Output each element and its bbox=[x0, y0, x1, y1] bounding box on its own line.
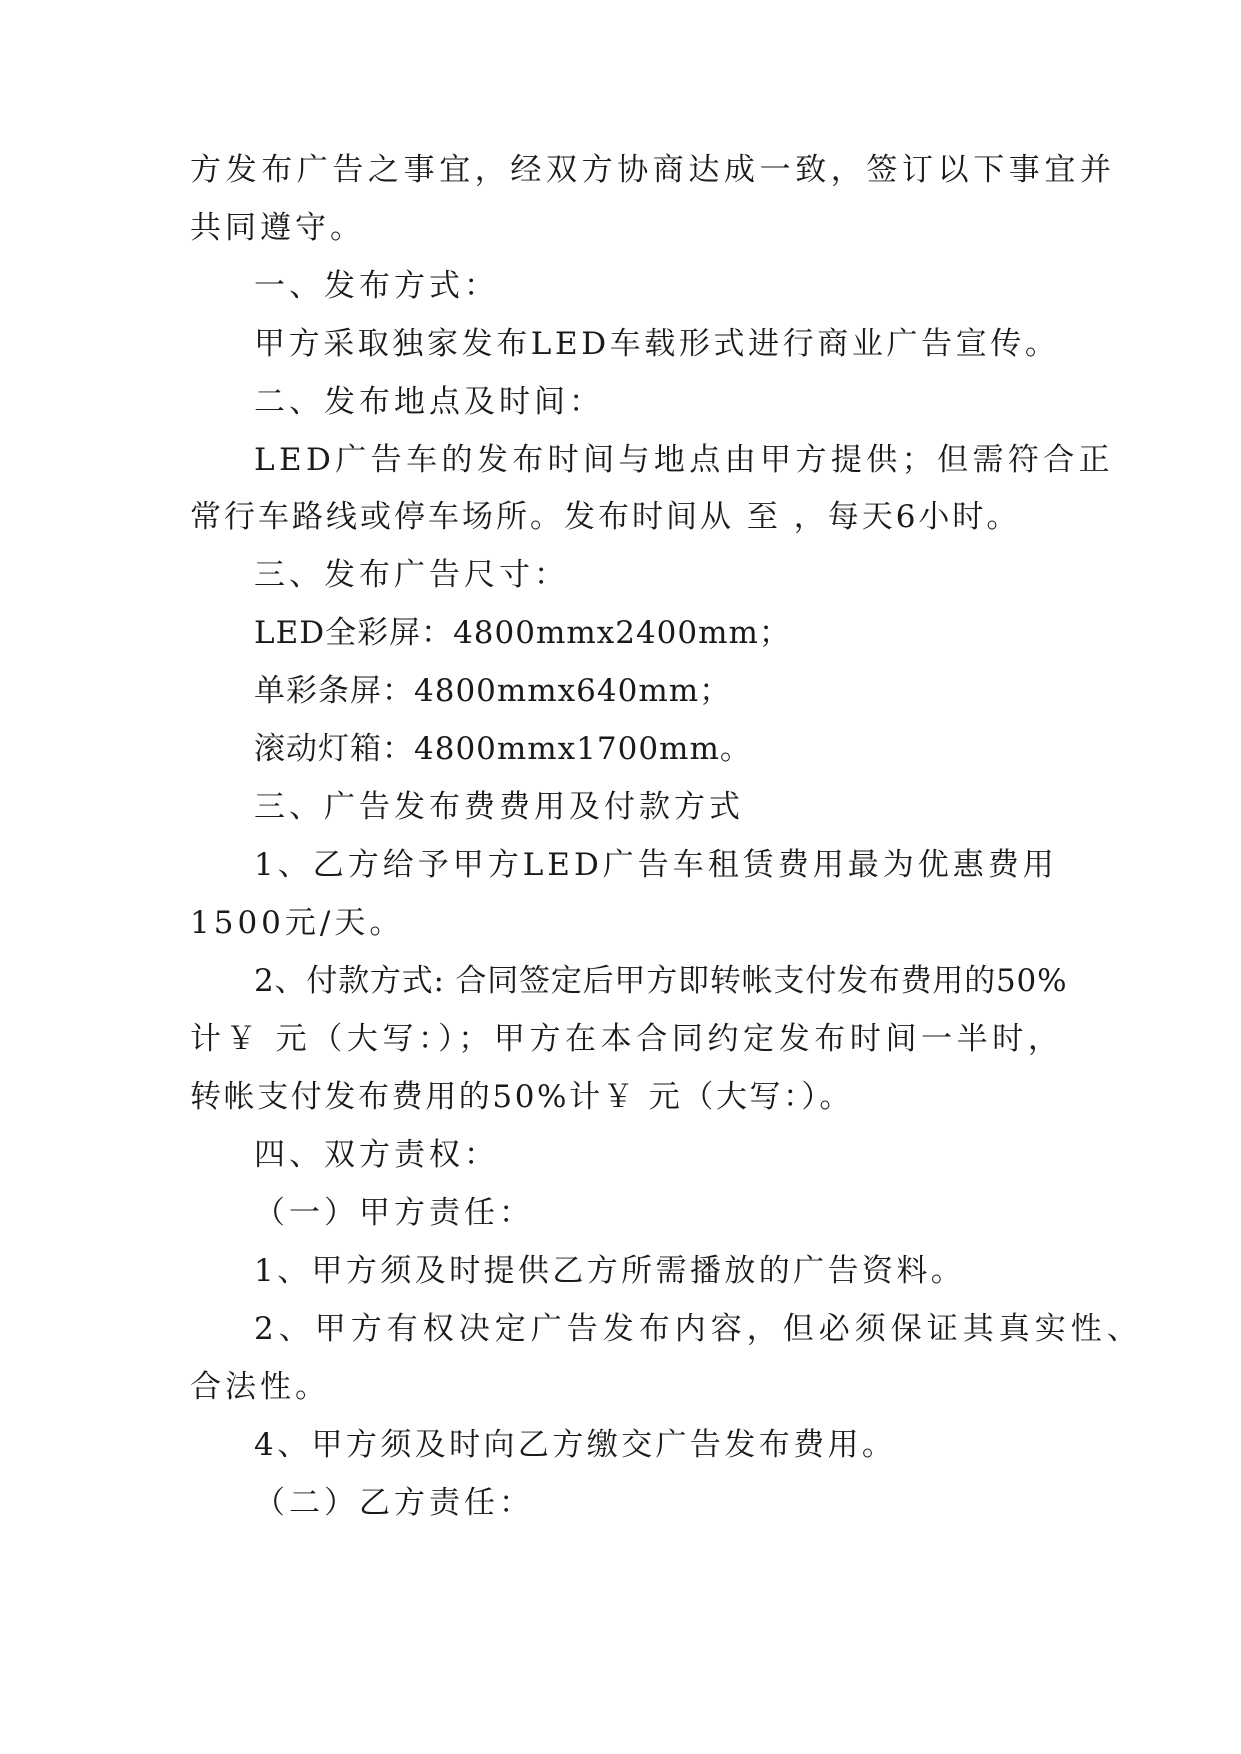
subsection-heading: （一）甲方责任： bbox=[254, 1195, 534, 1231]
body-line: 1、乙方给予甲方LED广告车租赁费用最为优惠费用 bbox=[254, 847, 1058, 883]
body-line: LED广告车的发布时间与地点由甲方提供；但需符合正 bbox=[254, 442, 1115, 478]
body-line: 1、甲方须及时提供乙方所需播放的广告资料。 bbox=[254, 1253, 966, 1289]
body-line: 单彩条屏：4800mmx640mm； bbox=[254, 673, 732, 709]
body-line: 滚动灯箱：4800mmx1700mm。 bbox=[254, 731, 752, 767]
body-line: 4、甲方须及时向乙方缴交广告发布费用。 bbox=[254, 1427, 897, 1463]
section-heading: 三、广告发布费费用及付款方式 bbox=[254, 789, 744, 825]
section-heading: 一、发布方式： bbox=[254, 268, 499, 304]
body-line: 2、甲方有权决定广告发布内容，但必须保证其真实性、 bbox=[254, 1311, 1143, 1347]
body-line: 2、付款方式: 合同签定后甲方即转帐支付发布费用的50% bbox=[254, 963, 1068, 999]
body-line: 共同遵守。 bbox=[190, 210, 365, 246]
body-line: 方发布广告之事宜，经双方协商达成一致，签订以下事宜并 bbox=[190, 152, 1116, 188]
body-line: 1500元/天。 bbox=[190, 905, 405, 941]
body-line: 转帐支付发布费用的50%计￥ 元（大写：）。 bbox=[190, 1079, 853, 1115]
body-line: 合法性。 bbox=[190, 1369, 330, 1405]
body-line: 常行车路线或停车场所。发布时间从 至 ，每天6小时。 bbox=[190, 499, 1021, 535]
section-heading: 四、双方责权： bbox=[254, 1137, 499, 1173]
subsection-heading: （二）乙方责任： bbox=[254, 1485, 534, 1521]
section-heading: 三、发布广告尺寸： bbox=[254, 557, 569, 593]
body-line: 甲方采取独家发布LED车载形式进行商业广告宣传。 bbox=[254, 326, 1060, 362]
body-line: LED全彩屏：4800mmx2400mm； bbox=[254, 615, 791, 651]
section-heading: 二、发布地点及时间： bbox=[254, 384, 604, 420]
body-line: 计￥ 元（大写：）；甲方在本合同约定发布时间一半时， bbox=[190, 1021, 1064, 1057]
